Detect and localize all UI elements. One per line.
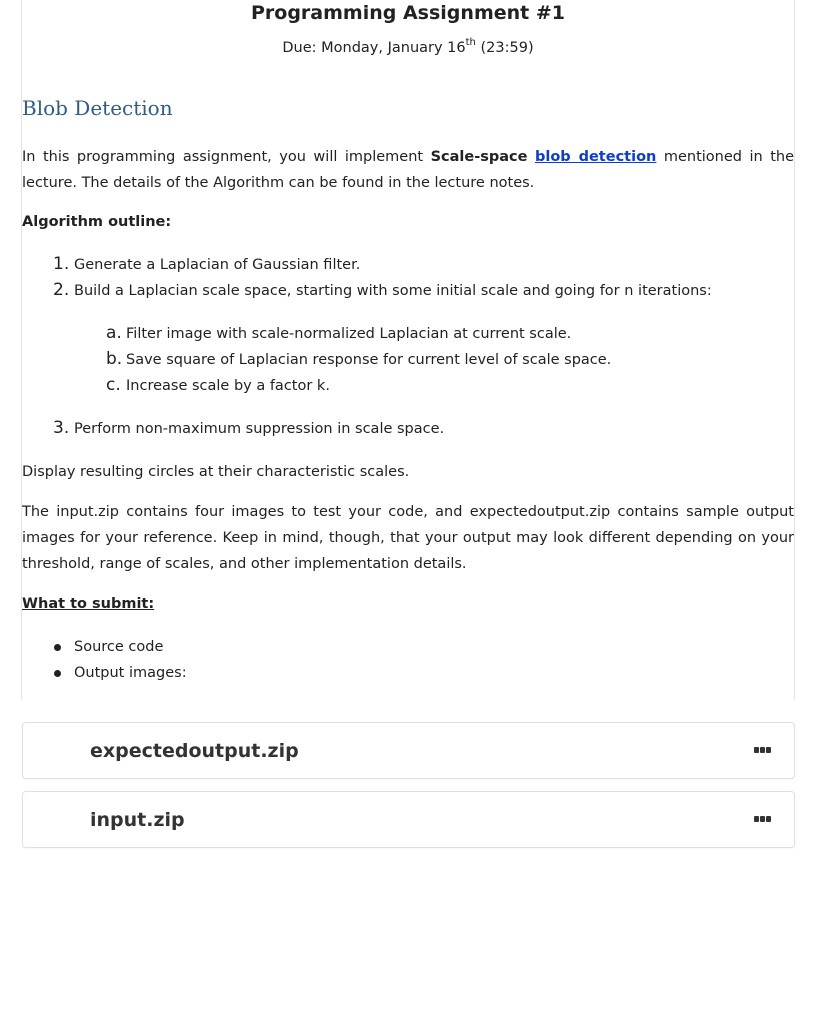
due-suffix: (23:59): [475, 40, 534, 56]
list-item: [22, 373, 794, 399]
step-text: Generate a Laplacian of Gaussian filter.: [74, 257, 361, 273]
attachment-input[interactable]: [22, 791, 795, 848]
substep-text: Filter image with scale-normalized Laplacian at current scale.: [126, 326, 572, 342]
due-prefix: Due: Monday, January 16: [282, 40, 466, 56]
substep-marker: a.: [106, 323, 122, 343]
step-text: Build a Laplacian scale space, starting with some initial scale and going for n iterations:: [74, 283, 712, 299]
step-marker: 3.: [53, 418, 70, 438]
list-item: [22, 634, 794, 660]
section-title: Blob Detection: [22, 96, 173, 120]
blob-detection-link[interactable]: blob detection: [534, 149, 657, 165]
list-item: [22, 416, 794, 442]
outline-substeps-list: [22, 321, 794, 399]
submit-items-list: [22, 634, 794, 686]
page-title: Programming Assignment #1: [250, 2, 565, 24]
intro-space: [527, 149, 535, 165]
substep-text: Save square of Laplacian response for current level of scale space.: [126, 352, 612, 368]
list-item: [22, 278, 794, 304]
intro-bold-text: Scale-space: [430, 149, 528, 165]
more-options-icon[interactable]: [754, 816, 772, 824]
display-results-text: Display resulting circles at their characteristic scales.: [22, 464, 410, 480]
outline-steps-list-continued: [22, 416, 794, 442]
attachment-name[interactable]: input.zip: [90, 809, 185, 831]
step-marker: 1.: [53, 254, 70, 274]
substep-marker: b.: [106, 349, 123, 369]
list-item: [22, 660, 794, 686]
substep-text: Increase scale by a factor k.: [126, 378, 330, 394]
submit-item-text: Source code: [74, 639, 164, 655]
list-item: [22, 252, 794, 278]
more-options-icon[interactable]: [754, 747, 772, 755]
due-sup: th: [465, 37, 476, 49]
list-item: [22, 347, 794, 373]
bullet-icon: [54, 670, 61, 677]
list-item: [22, 321, 794, 347]
what-to-submit-heading: What to submit:: [22, 596, 155, 612]
attachment-name[interactable]: expectedoutput.zip: [90, 740, 299, 762]
document-content: [22, 0, 794, 686]
outline-steps-list: [22, 252, 794, 304]
substep-marker: c.: [106, 375, 121, 395]
submit-item-text: Output images:: [74, 665, 187, 681]
step-marker: 2.: [53, 280, 70, 300]
bullet-icon: [54, 644, 61, 651]
input-description-paragraph: The input.zip contains four images to test your code, and expectedoutput.zip contains sample output images for your reference. Keep in mind, though, that your output may look different depending on your threshold, range of scales, and other implementation details.: [22, 504, 794, 572]
intro-paragraph: [22, 144, 794, 196]
step-text: Perform non-maximum suppression in scale space.: [74, 421, 445, 437]
algorithm-outline-heading: Algorithm outline:: [22, 214, 172, 230]
intro-text-2: mentioned in the lecture. The details of the Algorithm can be found in the lecture notes.: [22, 149, 794, 191]
due-date: [22, 37, 794, 59]
attachment-expectedoutput[interactable]: [22, 722, 795, 779]
intro-text-1: In this programming assignment, you will implement: [22, 149, 431, 165]
